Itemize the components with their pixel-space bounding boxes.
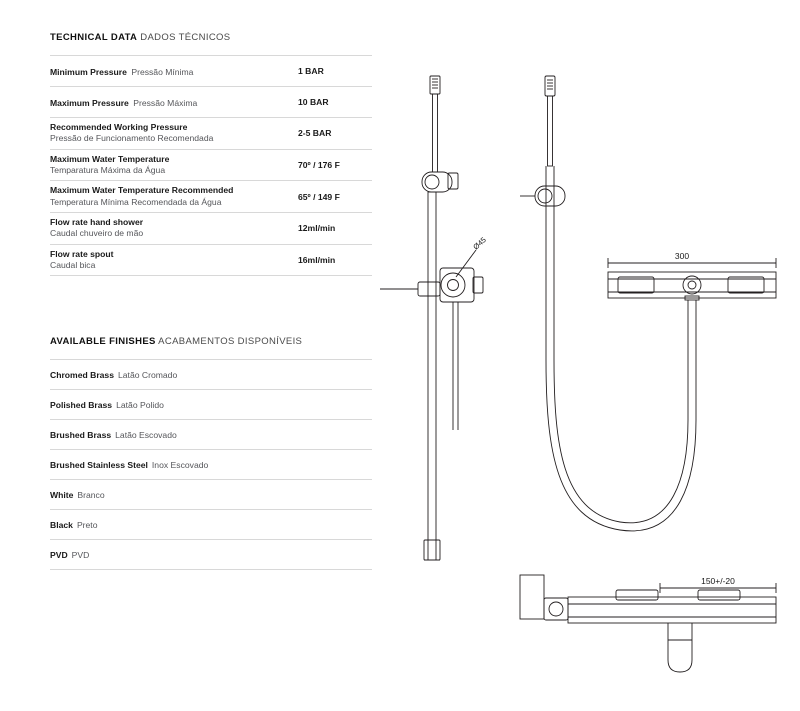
drawings-svg (380, 0, 800, 711)
table-row (50, 245, 372, 277)
list-item (50, 450, 372, 480)
slide-bar-shower-drawing (380, 76, 483, 560)
list-item (50, 420, 372, 450)
available-finishes-heading (50, 336, 372, 347)
thermostatic-bath-mixer-side-view (520, 575, 776, 672)
table-row (50, 213, 372, 245)
spec-label (50, 217, 298, 240)
spec-label (50, 154, 298, 177)
thermostatic-bar-front-view (608, 258, 776, 300)
finish-label-en: White (50, 489, 74, 500)
finish-label-pt: Branco (77, 489, 105, 500)
available-finishes-table (50, 359, 372, 570)
spec-label (50, 91, 298, 112)
specs-column (50, 32, 372, 570)
table-row (50, 150, 372, 182)
finish-label-pt: PVD (71, 549, 90, 560)
finish-label-en: PVD (50, 549, 68, 560)
spec-label-pt: Temparatura Máxima da Água (50, 165, 166, 176)
spec-label (50, 122, 298, 145)
finish-label-pt: Latão Cromado (118, 369, 178, 380)
table-row (50, 87, 372, 118)
table-row (50, 181, 372, 213)
spec-label (50, 185, 298, 208)
list-item (50, 480, 372, 510)
finish-label-en: Brushed Brass (50, 429, 112, 440)
finish-label-en: Polished Brass (50, 399, 113, 410)
finish-label-en: Black (50, 519, 73, 530)
available-finishes-heading-pt: ACABAMENTOS DISPONÍVEIS (158, 336, 303, 348)
spec-label-pt: Temperatura Mínima Recomendada da Água (50, 196, 222, 207)
spec-value: 10 BAR (298, 97, 329, 107)
table-row (50, 56, 372, 87)
diameter-label: Ø45 (471, 235, 488, 252)
spec-label-en: Maximum Pressure (50, 98, 129, 109)
spec-label-en: Recommended Working Pressure (50, 122, 188, 132)
spec-value: 12ml/min (298, 223, 336, 234)
spec-value: 1 BAR (298, 66, 324, 76)
finish-label-en: Chromed Brass (50, 369, 114, 380)
technical-data-heading-pt: DADOS TÉCNICOS (140, 32, 231, 43)
spec-label (50, 249, 298, 272)
finish-label-pt: Preto (76, 519, 98, 530)
technical-data-table (50, 55, 372, 276)
list-item (50, 510, 372, 540)
spec-value: 70º / 176 F (298, 160, 340, 171)
list-item (50, 390, 372, 420)
wall-shower-hose-drawing (520, 76, 696, 531)
spec-label-en: Minimum Pressure (50, 67, 127, 78)
list-item (50, 540, 372, 570)
spec-label-en: Maximum Water Temperature (50, 153, 170, 164)
spec-label-pt: Pressão Máxima (133, 98, 198, 109)
spec-value: 65º / 149 F (298, 191, 340, 202)
technical-data-heading (50, 32, 372, 43)
spec-value: 2-5 BAR (298, 128, 332, 139)
finish-label-pt: Latão Polido (116, 399, 164, 410)
rail-lower-bracket (424, 540, 440, 560)
finish-label-pt: Latão Escovado (115, 429, 177, 440)
spec-value: 16ml/min (298, 255, 336, 266)
spec-label-en: Maximum Water Temperature Recommended (50, 185, 234, 196)
finish-label-en: Brushed Stainless Steel (50, 459, 148, 470)
finish-label-pt: Inox Escovado (151, 459, 209, 470)
technical-data-heading-en: TECHNICAL DATA (50, 32, 138, 43)
technical-drawings (380, 0, 800, 711)
spec-label-en: Flow rate hand shower (50, 217, 144, 228)
spec-label-pt: Pressão Mínima (131, 67, 194, 78)
spec-label-pt: Caudal chuveiro de mão (50, 228, 144, 239)
spec-label-pt: Pressão de Funcionamento Recomendada (50, 133, 214, 144)
bar-width-label: 300 (674, 251, 690, 261)
spec-label (50, 60, 298, 81)
spec-label-en: Flow rate spout (50, 248, 114, 259)
list-item (50, 360, 372, 390)
spout-projection-label: 150+/-20 (701, 576, 735, 586)
spec-label-pt: Caudal bica (50, 260, 96, 271)
available-finishes-heading-en: AVAILABLE FINISHES (50, 336, 156, 348)
table-row (50, 118, 372, 150)
